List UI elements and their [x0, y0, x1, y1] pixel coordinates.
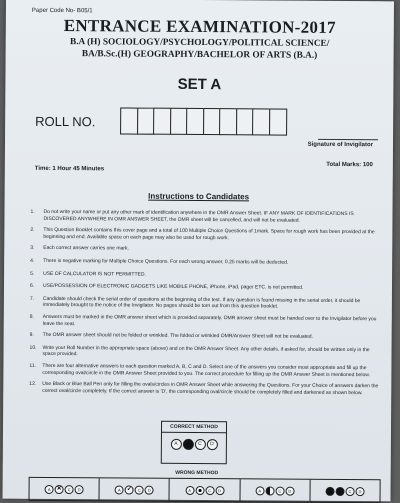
wrong-method-label: WRONG METHOD: [175, 469, 219, 477]
omr-bubble: A: [185, 485, 194, 494]
tick-mark-icon: ✓: [125, 485, 134, 494]
omr-bubble: C: [345, 487, 354, 496]
omr-bubble: C: [275, 486, 284, 495]
instruction-number: 10.: [29, 344, 37, 351]
instruction-text: USE OF CALCULATOR IS NOT PERMITTED.: [43, 270, 146, 278]
omr-bubble-a: A: [170, 439, 181, 450]
correct-method-box: [161, 421, 227, 464]
invigilator-signature-label: Signature of Invigilator: [307, 141, 374, 149]
wrong-example-cross: [30, 478, 100, 500]
instruction-number: 5.: [30, 270, 35, 277]
omr-bubble: C: [205, 486, 214, 495]
omr-bubble: D: [75, 485, 84, 494]
omr-bubble: D: [215, 486, 224, 495]
roll-digit-box: [269, 108, 287, 135]
instructions-list: [29, 209, 380, 401]
roll-number-label: ROLL NO.: [35, 113, 96, 130]
omr-bubble: D: [285, 486, 294, 495]
omr-bubble: A: [115, 485, 124, 494]
omr-bubble: D: [355, 487, 364, 496]
total-marks: Total Marks: 100: [326, 161, 373, 169]
dot-mark-icon: [195, 485, 204, 494]
omr-bubble-d: D: [206, 439, 217, 450]
instruction-item: [30, 314, 380, 330]
instruction-text: Each correct answer carries one mark.: [43, 245, 129, 252]
roll-digit-box: [236, 108, 254, 135]
instruction-number: 3.: [30, 245, 35, 252]
omr-bubble-b-filled: B: [182, 439, 193, 450]
exam-title: ENTRANCE EXAMINATION-2017: [63, 16, 336, 37]
roll-digit-box: [137, 108, 155, 135]
roll-digit-box: [252, 108, 270, 135]
time-allowed: Time: 1 Hour 45 Minutes: [34, 165, 105, 173]
instruction-text: There is negative marking for Multiple Choice Questions. For each wrong answer, 0.25 marks will be deducted.: [43, 257, 289, 266]
omr-bubble-filled: B: [335, 486, 344, 495]
instruction-item: [30, 332, 380, 341]
instruction-number: 2.: [30, 227, 35, 234]
instruction-number: 8.: [29, 313, 34, 320]
wrong-method-table: [28, 477, 380, 503]
instruction-text: Candidate should check the serial order of questions at the beginning of the test. If any question is found missing in the serial order, it should be immediately brought to the notice of the Invigilator. No pages should be torn out from this question booklet.: [42, 295, 361, 310]
exam-cover-sheet: [3, 0, 394, 501]
roll-digit-box: [170, 108, 188, 135]
correct-method-bubbles: [162, 439, 226, 450]
wrong-example-dot: [170, 479, 240, 501]
omr-bubble: C: [135, 485, 144, 494]
roll-number-boxes: [120, 107, 285, 135]
course-line-1: B.A (H) SOCIOLOGY/PSYCHOLOGY/POLITICAL SCIENCE/: [69, 37, 330, 49]
instruction-text: The OMR answer sheet should not be folded or wrinkled. The folded or wrinkled OMR/Answer Sheet will not be evaluated.: [42, 332, 313, 340]
omr-bubble: D: [145, 485, 154, 494]
omr-bubble: A: [45, 484, 54, 493]
instruction-text: There are four alternative answers to each question marked A, B, C and D. Select one of the answers you consider most appropriate and fill up the corresponding oval/circle in the OMR Answer Sheet provided to you. The correct procedure for filling up the OMR Answer Sheet is mentioned below.: [42, 362, 370, 378]
instruction-item: [30, 296, 380, 312]
instruction-number: 11.: [29, 362, 37, 369]
instruction-text: This Question Booklet contains this cover page and a total of 100 Multiple Choice Questions of 1mark. Space for rough work has been provided at the beginning and end. Available space on each page may also be used for rough work.: [43, 227, 375, 241]
instructions-heading: Instructions to Candidates: [148, 191, 250, 202]
omr-bubble-c: C: [194, 439, 205, 450]
instruction-item: [30, 245, 380, 254]
wrong-example-tick: [100, 478, 170, 500]
roll-digit-box: [153, 108, 171, 135]
instruction-text: Answers must be marked in the OMR answer sheet which is provided separately. OMR answer sheet must be handed over to the Invigilator before you leave the seat.: [42, 313, 377, 327]
omr-bubble: C: [65, 485, 74, 494]
correct-method-label: CORRECT METHOD: [162, 422, 226, 433]
instruction-item: [29, 363, 379, 379]
instruction-number: 7.: [29, 295, 35, 302]
instruction-text: Write your Roll Number in the appropriate space (above) and on the OMR Answer Sheet. Any other details, if asked for, should be written only in the space provided.: [42, 344, 370, 358]
instruction-text: USE/POSSESSION OF ELECTRONIC GADGETS LIKE MOBILE PHONE, iPhone, iPad, pager ETC. is not permitted.: [42, 283, 304, 291]
set-label: SET A: [177, 75, 222, 94]
omr-bubble: A: [255, 486, 264, 495]
cross-mark-icon: ✕: [55, 484, 64, 493]
instruction-item: [29, 345, 379, 361]
instruction-text: Do not write your name or put any other mark of identification anywhere in the OMR Answer Sheet. IF ANY MARK OF IDENTIFICATIONS IS DISCOVERED ANYWHERE IN OMR ANSWER SHEET, the OMR sheet will be cancelled, and will not be evaluated.: [43, 208, 354, 224]
wrong-example-half: [240, 479, 310, 501]
instruction-item: [30, 258, 380, 267]
roll-digit-box: [186, 108, 204, 135]
instruction-item: [30, 283, 380, 292]
instruction-number: 6.: [29, 282, 35, 290]
course-line-2: BA/B.Sc.(H) GEOGRAPHY/BACHELOR OF ARTS (B.A.): [81, 49, 318, 61]
roll-digit-box: [120, 107, 138, 134]
roll-digit-box: [219, 108, 237, 135]
wrong-example-double: [310, 480, 379, 502]
signature-line: [318, 139, 378, 140]
paper-code: Paper Code No- B05/1: [31, 7, 93, 15]
instruction-number: 9.: [29, 331, 34, 338]
instruction-number: 12.: [29, 380, 37, 387]
instruction-number: 1.: [30, 208, 35, 215]
instruction-number: 4.: [30, 257, 35, 264]
instruction-item: [29, 381, 379, 397]
omr-bubble-filled: A: [325, 486, 334, 495]
instruction-text: Use Black or Blue Ball Pen only for filling the ovals/circles in OMR Answer Sheet while answering the Questions. For your Choice of answers darken the correct oval/circle completely. If the correct answer is 'D', the corresponding oval/circle should be completely filled and darkened as shown below.: [42, 381, 379, 396]
instruction-item: [30, 270, 380, 279]
half-filled-icon: [265, 486, 274, 495]
instruction-item: [30, 227, 380, 243]
roll-digit-box: [203, 108, 221, 135]
instruction-item: [30, 209, 380, 225]
